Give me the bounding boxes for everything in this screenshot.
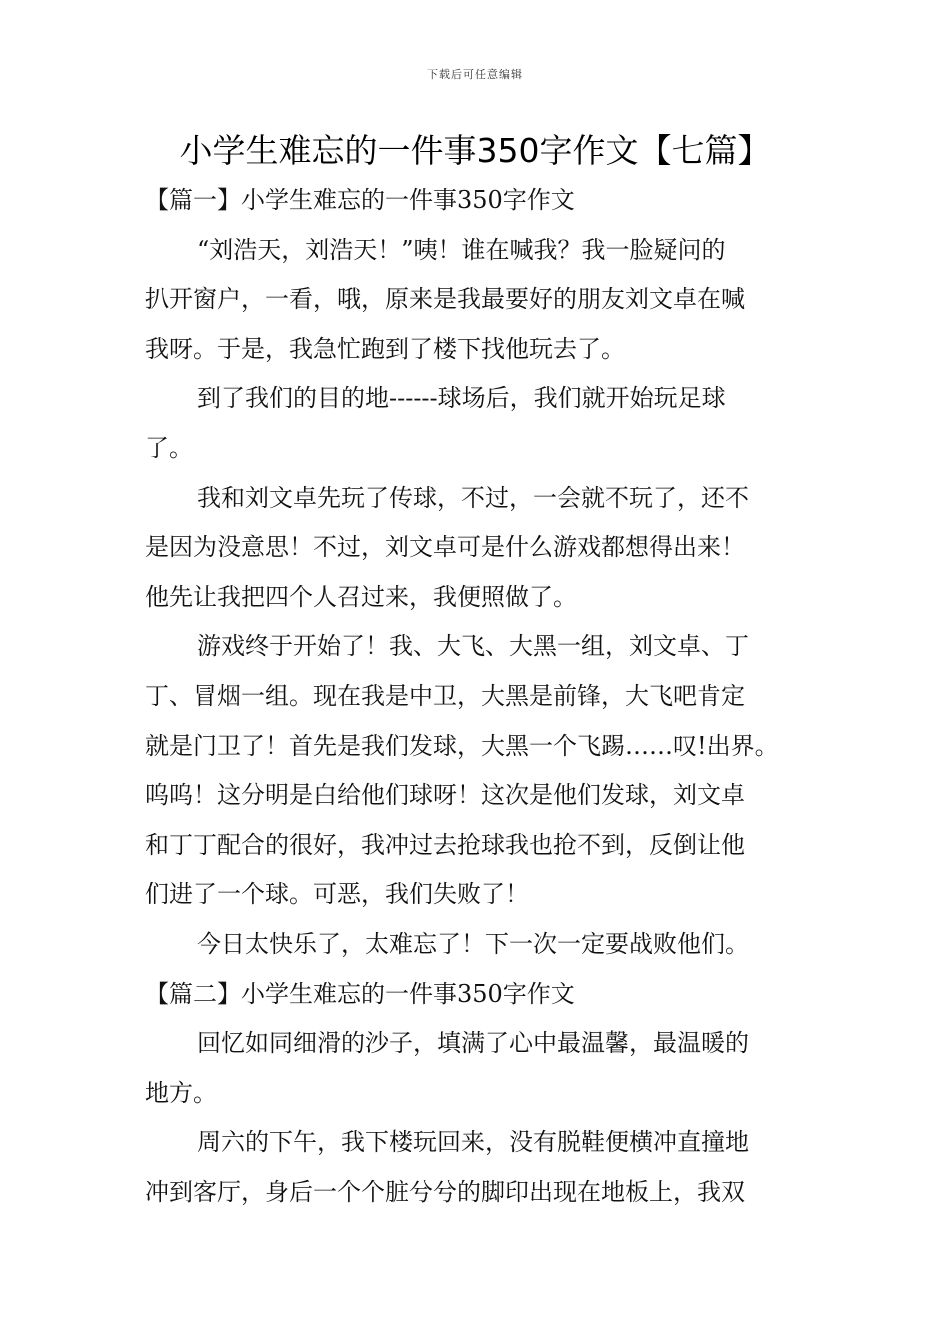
paragraph-line: 到了我们的目的地------球场后，我们就开始玩足球 [197,384,726,413]
paragraph-line: 今日太快乐了，太难忘了！下一次一定要战败他们。 [197,929,749,958]
paragraph-line: 我呀。于是，我急忙跑到了楼下找他玩去了。 [145,334,625,363]
paragraph-line: 回忆如同细滑的沙子，填满了心中最温馨，最温暖的 [197,1029,749,1058]
document-body [145,176,835,1217]
paragraph-line: 游戏终于开始了！我、大飞、大黑一组，刘文卓、丁 [197,632,749,661]
paragraph-line: 就是门卫了！首先是我们发球，大黑一个飞踢……叹!出界。 [145,731,779,760]
paragraph-line: 丁、冒烟一组。现在我是中卫，大黑是前锋，大飞吧肯定 [145,681,745,710]
paragraph-line: 们进了一个球。可恶，我们失败了！ [145,880,529,909]
paragraph-line: 扒开窗户，一看，哦，原来是我最要好的朋友刘文卓在喊 [145,285,745,314]
section-heading-1: 【篇一】小学生难忘的一件事350字作文 [145,186,575,214]
paragraph-line: 冲到客厅，身后一个个脏兮兮的脚印出现在地板上，我双 [145,1177,745,1206]
paragraph-line: 是因为没意思！不过，刘文卓可是什么游戏都想得出来！ [145,533,745,562]
paragraph-line: 他先让我把四个人召过来，我便照做了。 [145,582,577,611]
section-heading-2: 【篇二】小学生难忘的一件事350字作文 [145,979,575,1008]
paragraph-line: 地方。 [145,1078,217,1107]
document-title: 小学生难忘的一件事350字作文【七篇】 [179,131,771,170]
page-header-note: 下载后可任意编辑 [427,68,523,81]
paragraph-line: “刘浩天，刘浩天！”咦！谁在喊我？我一脸疑问的 [197,235,726,264]
paragraph-line: 周六的下午，我下楼玩回来，没有脱鞋便横冲直撞地 [197,1128,749,1157]
paragraph-line: 我和刘文卓先玩了传球，不过，一会就不玩了，还不 [197,483,749,512]
paragraph-line: 了。 [145,433,193,462]
paragraph-line: 和丁丁配合的很好，我冲过去抢球我也抢不到，反倒让他 [145,830,745,859]
paragraph-line: 呜呜！这分明是白给他们球呀！这次是他们发球，刘文卓 [145,781,745,810]
